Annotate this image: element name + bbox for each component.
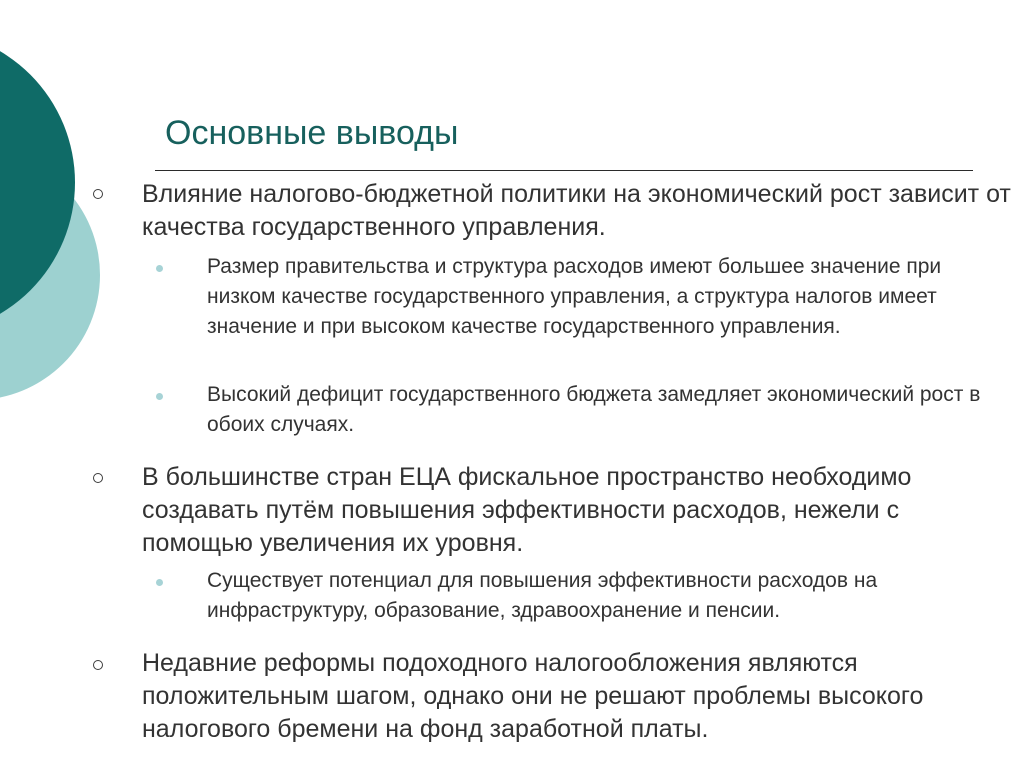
title-divider: [155, 170, 973, 171]
dot-bullet-icon: [156, 393, 163, 400]
bullet-text: Недавние реформы подоходного налогообложения являются положительным шагом, однако они не решают проблемы высокого налогового бремени на фонд заработной платы.: [142, 649, 924, 743]
bullet-text: Влияние налогово-бюджетной политики на экономический рост зависит от качества государственного управления.: [142, 180, 1011, 241]
hollow-circle-bullet-icon: [93, 473, 103, 483]
dot-bullet-icon: [156, 265, 163, 272]
slide-title: Основные выводы: [165, 114, 459, 152]
dot-bullet-icon: [156, 579, 163, 586]
sub-bullet-text: Размер правительства и структура расходов имеют большее значение при низком качестве государственного управления, а структура налогов имеет значение и при высоком качестве государственного управления.: [207, 255, 942, 338]
bullet-text: В большинстве стран ЕЦА фискальное пространство необходимо создавать путём повышения эффективности расходов, нежели с помощью увеличения их уровня.: [142, 463, 912, 557]
hollow-circle-bullet-icon: [93, 189, 103, 199]
hollow-circle-bullet-icon: [93, 660, 103, 670]
sub-bullet-text: Существует потенциал для повышения эффективности расходов на инфраструктуру, образование, здравоохранение и пенсии.: [207, 569, 878, 622]
sub-bullet-text: Высокий дефицит государственного бюджета замедляет экономический рост в обоих случаях.: [207, 383, 981, 436]
